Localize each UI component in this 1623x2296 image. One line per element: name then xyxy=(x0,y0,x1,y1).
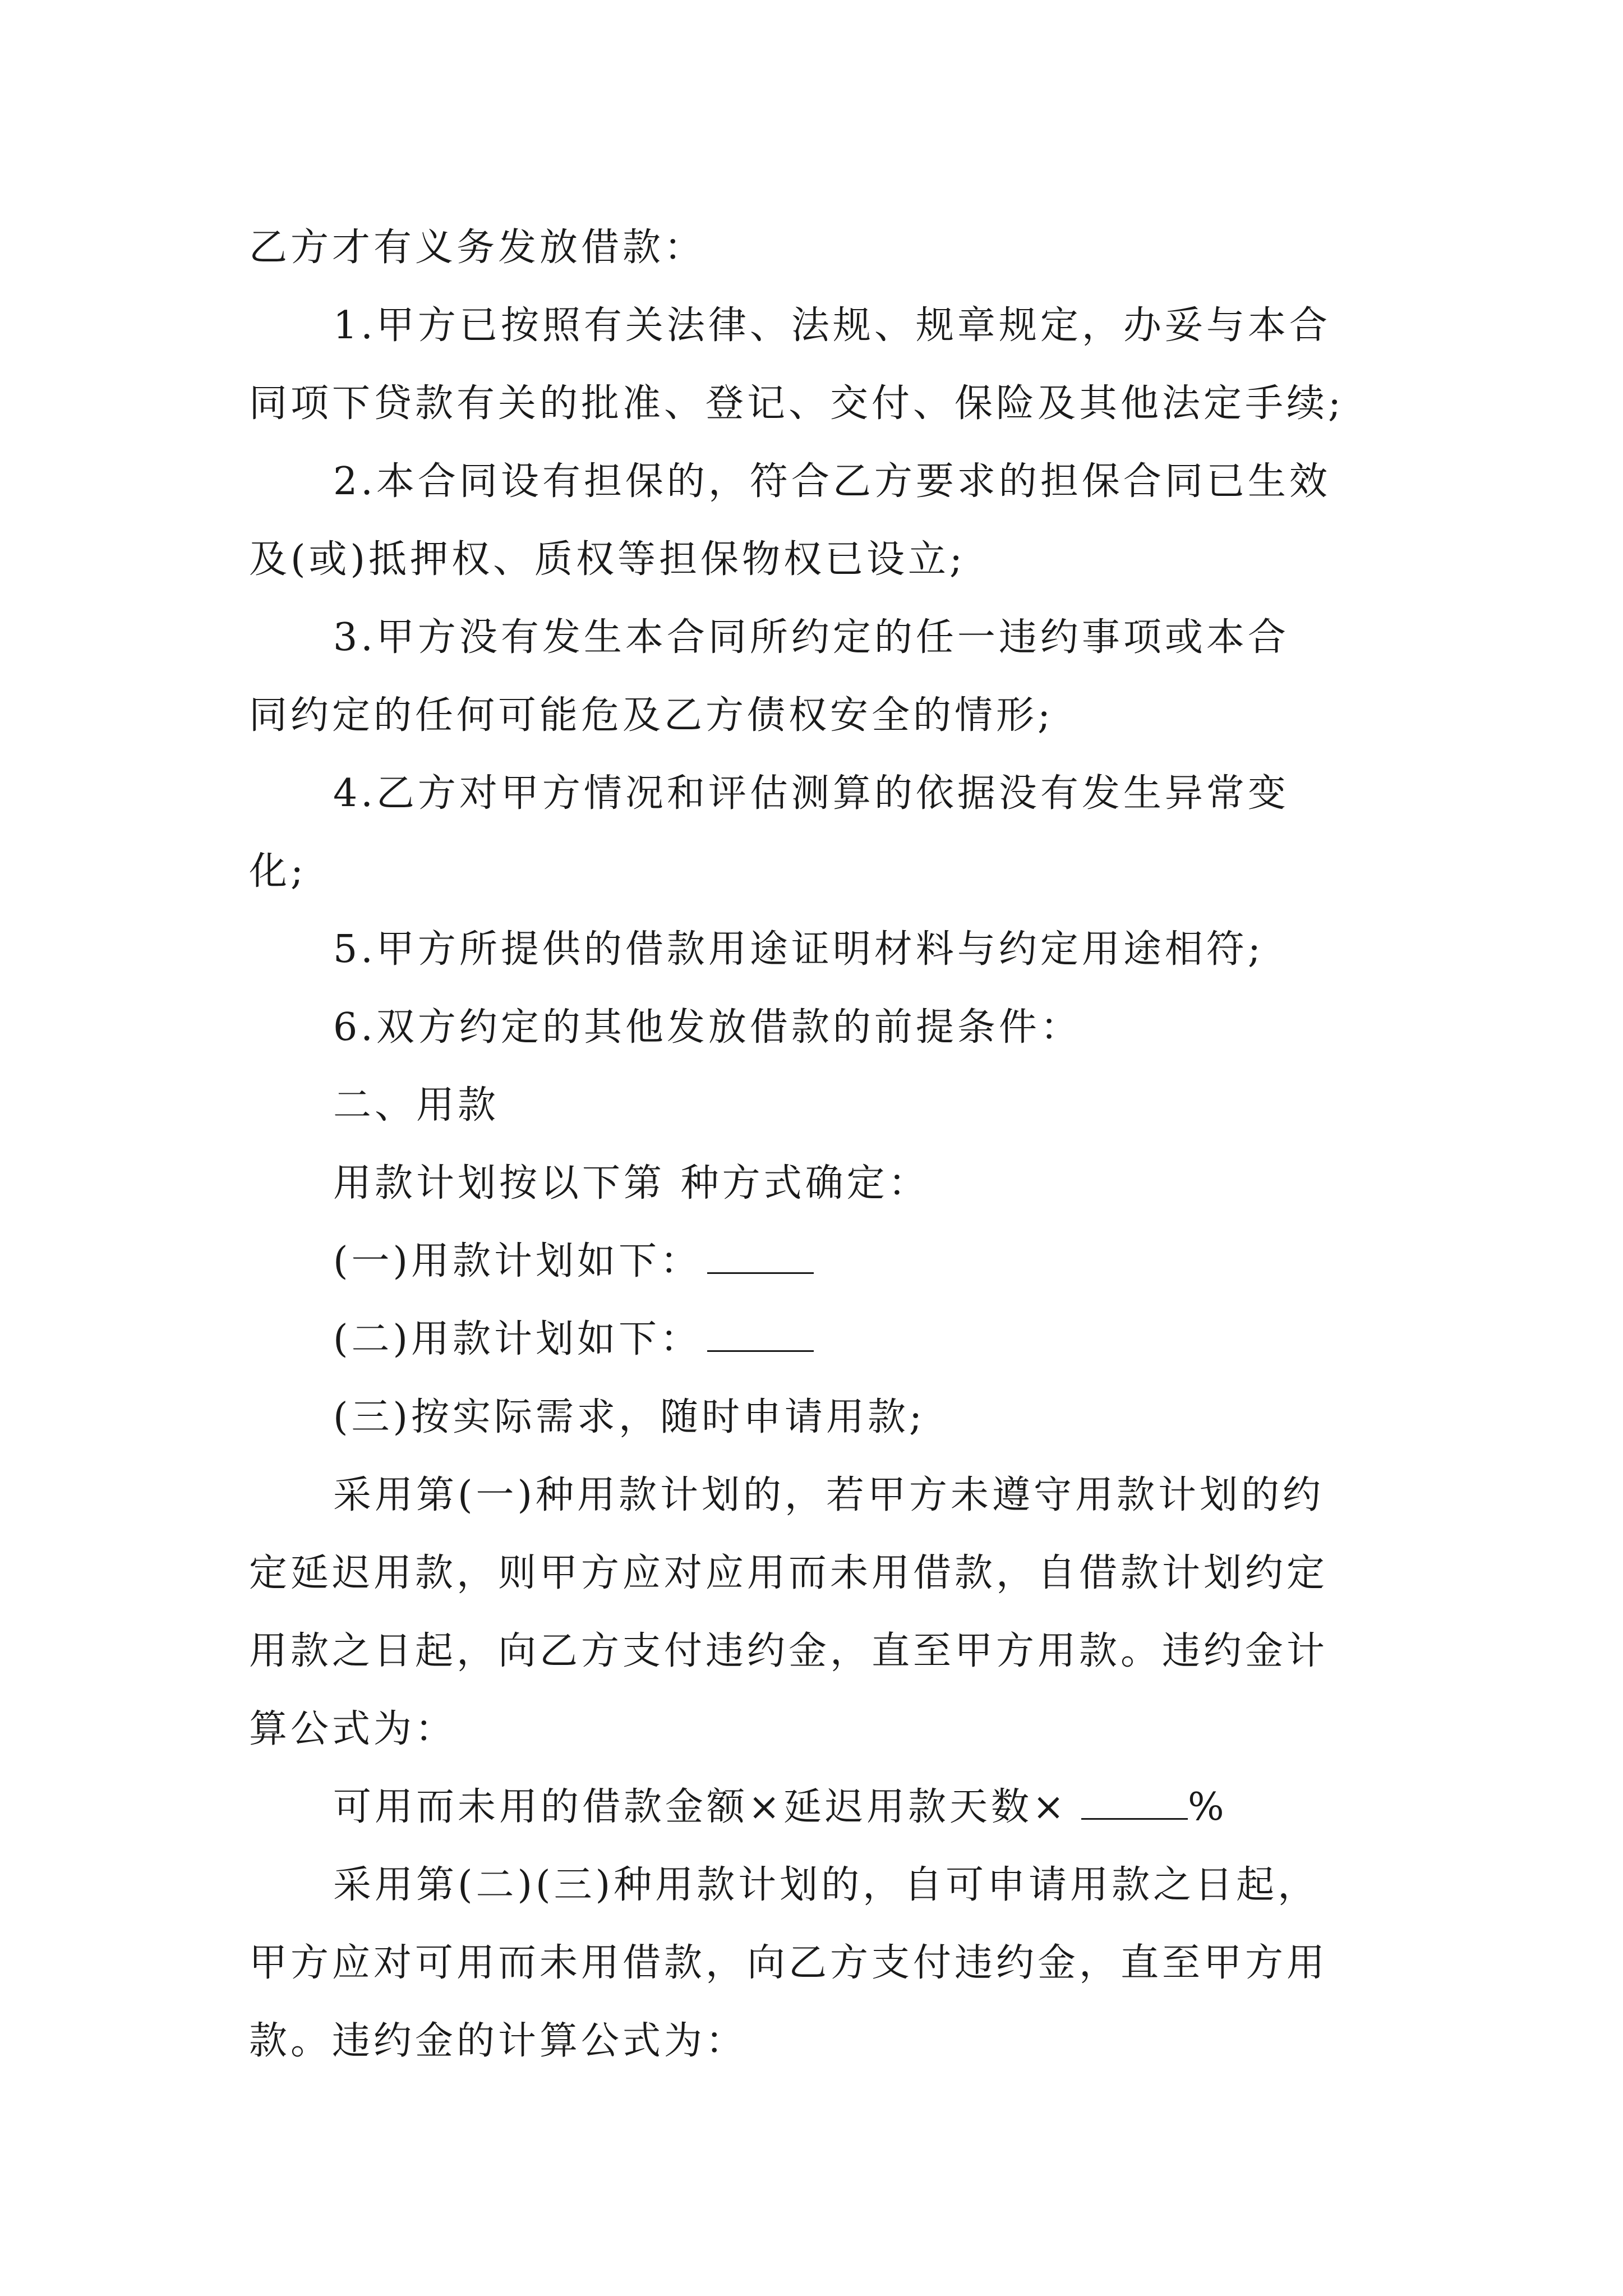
paragraph-line: 款。违约金的计算公式为： xyxy=(249,2019,748,2063)
paragraph-line xyxy=(249,1300,1387,1378)
paragraph-line: (三)按实际需求，随时申请用款; xyxy=(333,1395,925,1439)
paragraph-line: 1.甲方已按照有关法律、法规、规章规定，办妥与本合 xyxy=(333,303,1331,348)
paragraph-line: 及(或)抵押权、质权等担保物权已设立; xyxy=(249,537,966,582)
plan-two-label: (二)用款计划如下： xyxy=(333,1317,702,1361)
paragraph-line: 算公式为： xyxy=(249,1707,457,1751)
formula-line xyxy=(249,1768,1387,1846)
paragraph-line: 化; xyxy=(249,849,307,894)
document-body xyxy=(249,209,1387,2080)
paragraph-line: 采用第(一)种用款计划的，若甲方未遵守用款计划的约 xyxy=(333,1473,1325,1517)
paragraph-line: 5.甲方所提供的借款用途证明材料与约定用途相符; xyxy=(333,927,1264,972)
percent-sign: % xyxy=(1187,1785,1228,1829)
paragraph-line: 乙方才有义务发放借款： xyxy=(249,226,706,270)
blank-line xyxy=(707,1239,814,1274)
paragraph-line: 同约定的任何可能危及乙方债权安全的情形; xyxy=(249,693,1054,738)
paragraph-line: 2.本合同设有担保的，符合乙方要求的担保合同已生效 xyxy=(333,459,1331,504)
paragraph-line: 6.双方约定的其他发放借款的前提条件： xyxy=(333,1005,1082,1050)
section-heading: 二、用款 xyxy=(333,1083,500,1128)
paragraph-line: 用款计划按以下第 种方式确定： xyxy=(333,1161,930,1205)
paragraph-line: 用款之日起，向乙方支付违约金，直至甲方用款。违约金计 xyxy=(249,1629,1329,1673)
plan-one-label: (一)用款计划如下： xyxy=(333,1239,702,1283)
paragraph-line xyxy=(249,1222,1387,1300)
paragraph-line: 采用第(二)(三)种用款计划的，自可申请用款之日起， xyxy=(333,1863,1320,1907)
blank-line xyxy=(1081,1784,1188,1820)
paragraph-line: 甲方应对可用而未用借款，向乙方支付违约金，直至甲方用 xyxy=(249,1941,1329,1985)
paragraph-line: 4.乙方对甲方情况和评估测算的依据没有发生异常变 xyxy=(333,771,1289,816)
paragraph-line: 定延迟用款，则甲方应对应用而未用借款，自借款计划约定 xyxy=(249,1551,1329,1595)
formula-text: 可用而未用的借款金额×延迟用款天数× xyxy=(333,1785,1068,1829)
paragraph-line: 同项下贷款有关的批准、登记、交付、保险及其他法定手续; xyxy=(249,381,1344,426)
blank-line xyxy=(707,1317,814,1352)
paragraph-line: 3.甲方没有发生本合同所约定的任一违约事项或本合 xyxy=(333,615,1289,660)
